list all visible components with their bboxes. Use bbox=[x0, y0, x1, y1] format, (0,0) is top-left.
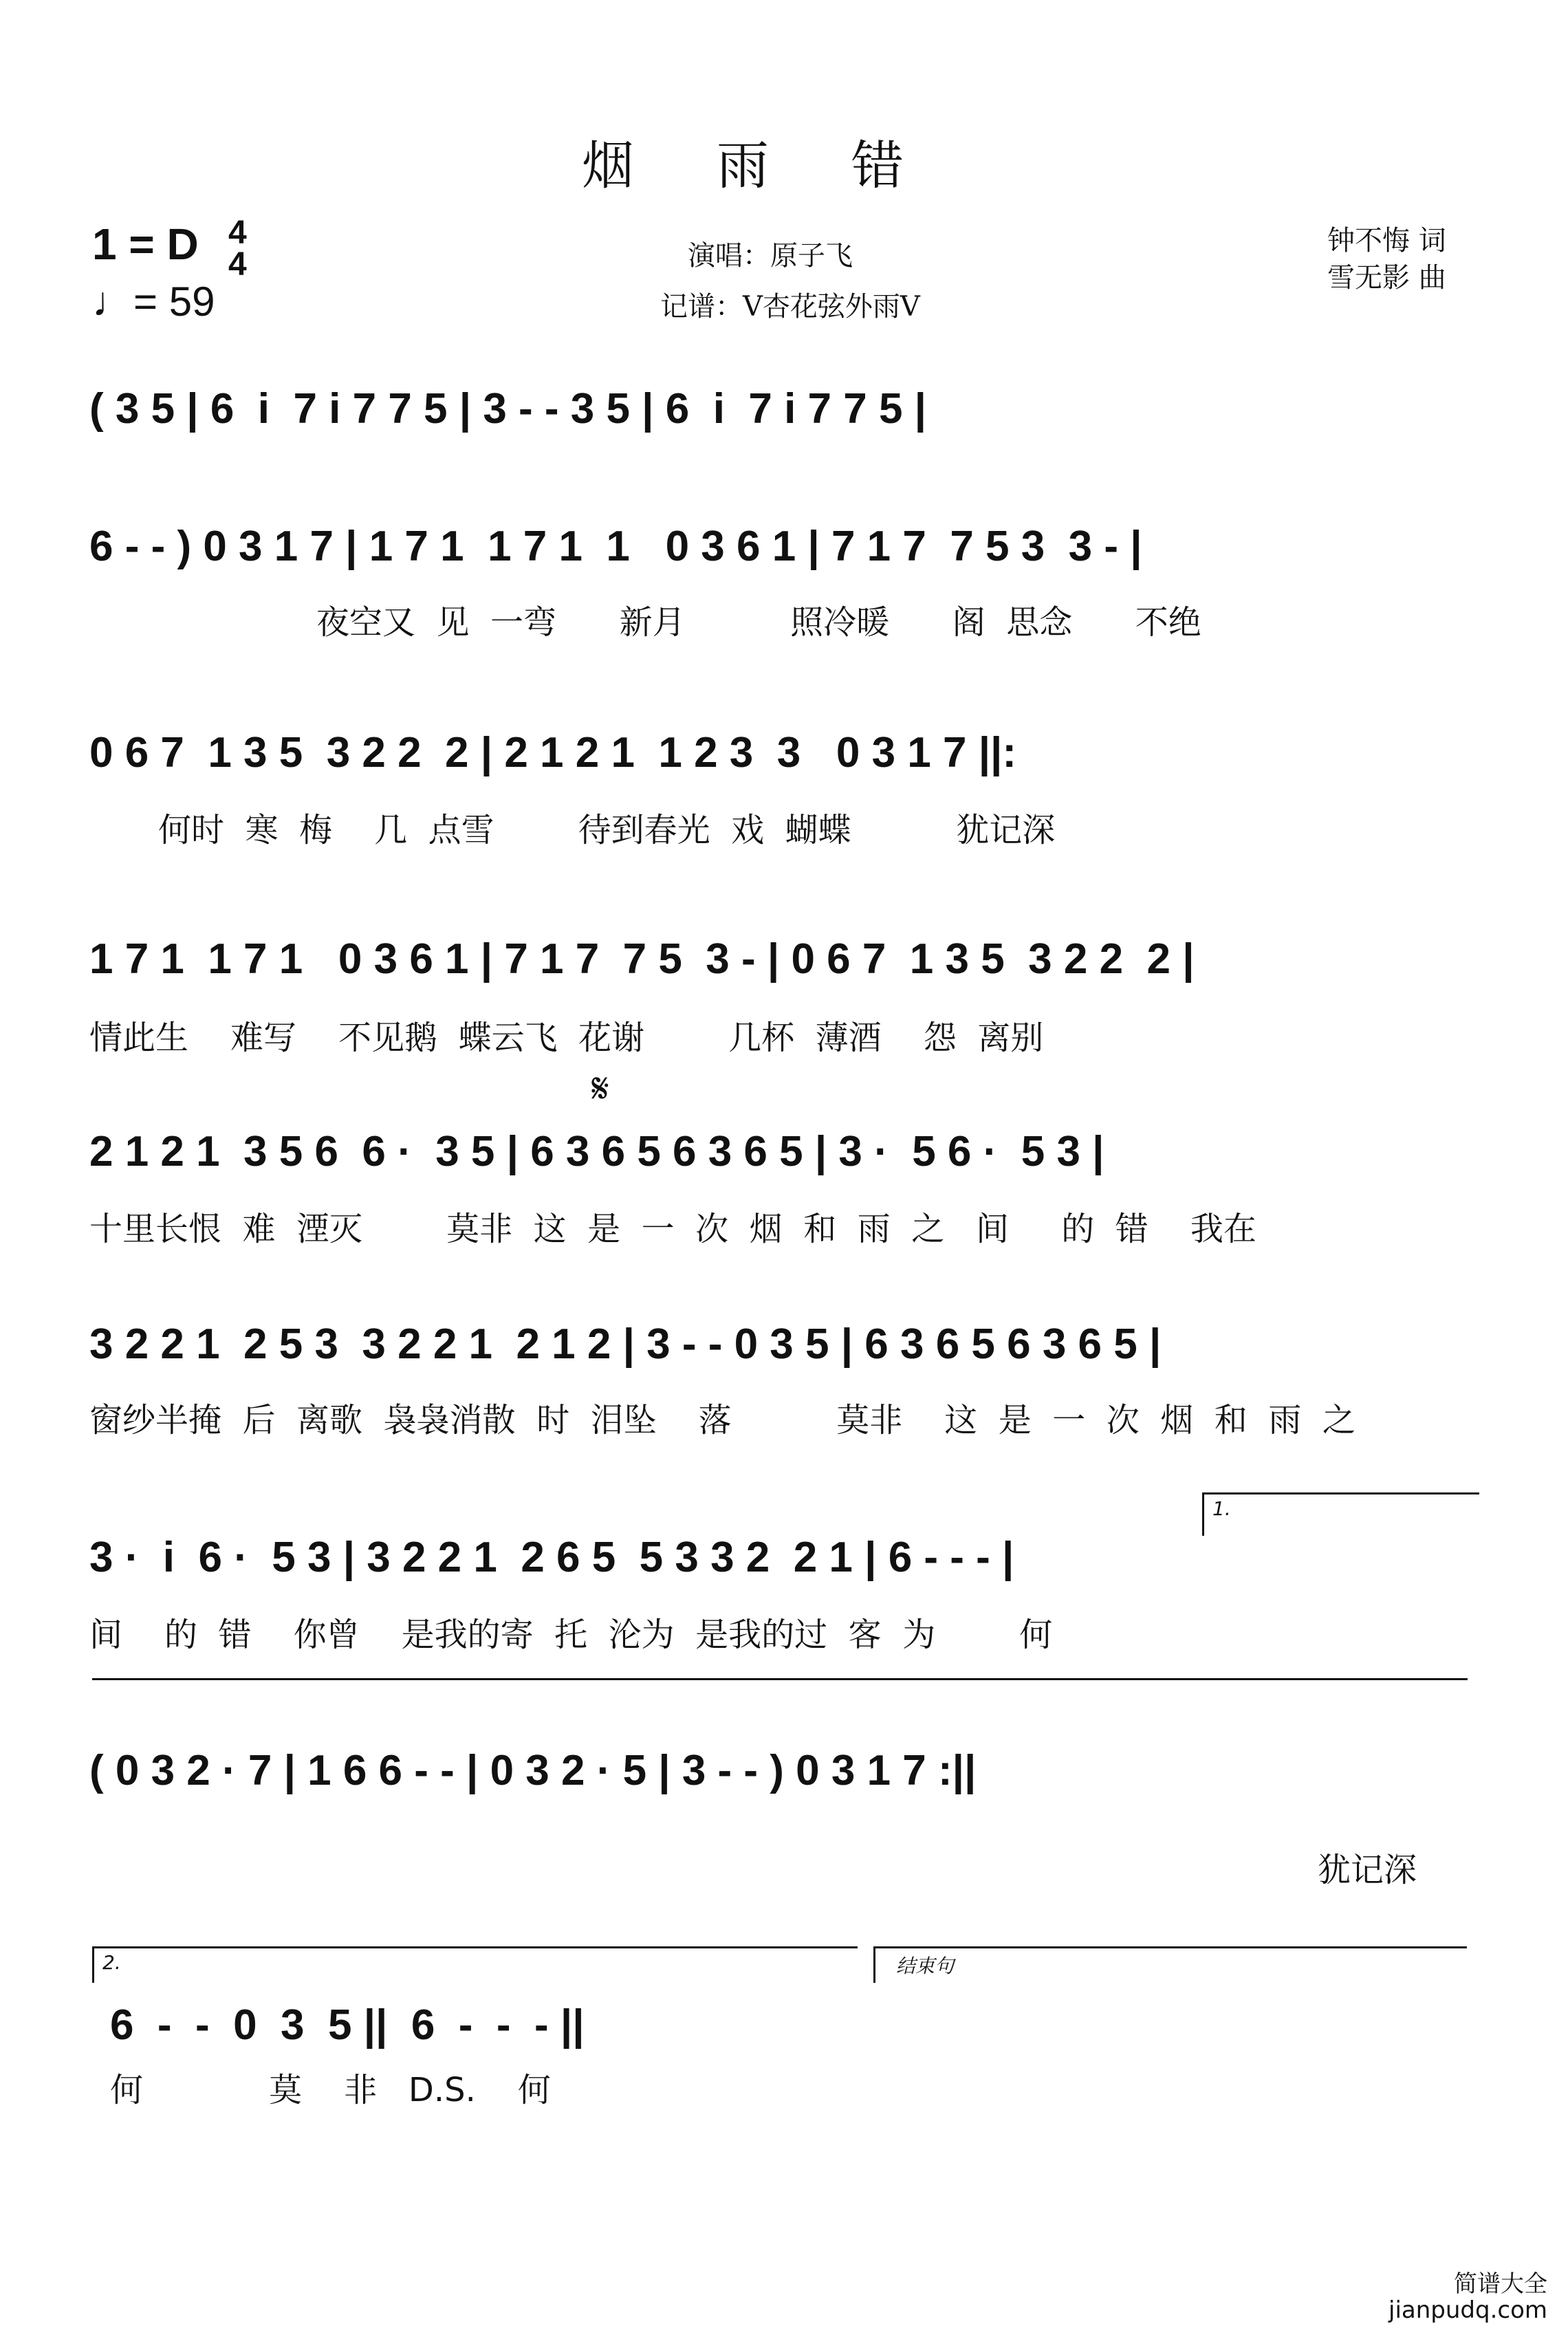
lyric-text: 十里长恨 难 湮灭 莫非 这 是 一 次 烟 和 雨 之 间 的 错 我在 bbox=[89, 1210, 1256, 1248]
staff-row-6 bbox=[0, 1307, 1568, 1403]
staff-notes: 6 - - 0 3 5 || 6 - - - || bbox=[110, 2001, 585, 2049]
staff-row-8 bbox=[0, 1733, 1568, 1829]
staff-notes: 6 - - ) 0 3 1 7 | 1 7 1 1 7 1 1 0 3 6 1 | 7 1 7 7 5 3 3 - | bbox=[89, 523, 1142, 570]
transcriber-credit: 记谱：V杏花弦外雨V bbox=[660, 291, 920, 323]
staff-notes: 3 2 2 1 2 5 3 3 2 2 1 2 1 2 | 3 - - 0 3 5 | 6 3 6 5 6 3 6 5 | bbox=[89, 1320, 1162, 1368]
watermark-name: 简谱大全 bbox=[1454, 2270, 1547, 2298]
lyric-text: 犹记深 bbox=[1318, 1851, 1417, 1889]
key-signature: 1 = D bbox=[92, 219, 199, 269]
lyric-row-9 bbox=[0, 2063, 1568, 2111]
staff-notes: 1 7 1 1 7 1 0 3 6 1 | 7 1 7 7 5 3 - | 0 6 7 1 3 5 3 2 2 2 | bbox=[89, 935, 1195, 983]
watermark bbox=[1389, 2271, 1547, 2323]
staff-row-2 bbox=[0, 509, 1568, 605]
singer-credit: 演唱：原子飞 bbox=[688, 240, 853, 272]
time-bottom: 4 bbox=[228, 246, 247, 283]
lyric-row-8 bbox=[0, 1843, 1568, 1891]
segno-mark: 𝄋 bbox=[591, 1065, 609, 1113]
lyric-text: 何 莫 非 D.S. 何 bbox=[110, 2071, 551, 2109]
staff-notes: 0 6 7 1 3 5 3 2 2 2 | 2 1 2 1 1 2 3 3 0 3 1 7 ||: bbox=[89, 729, 1017, 776]
staff-row-5 bbox=[0, 1114, 1568, 1210]
staff-notes: ( 3 5 | 6 i 7 i 7 7 5 | 3 - - 3 5 | 6 i 7 i 7 7 5 | bbox=[89, 385, 926, 433]
staff-row-4 bbox=[0, 922, 1568, 1018]
lyric-row-2 bbox=[0, 596, 1568, 644]
repeat-bracket bbox=[92, 1678, 1468, 1680]
lyricist-credit: 钟不悔 词 bbox=[1327, 225, 1446, 257]
volta-label: 2. bbox=[102, 1951, 121, 1974]
staff-notes: 3 · i 6 · 5 3 | 3 2 2 1 2 6 5 5 3 3 2 2 1 | 6 - - - | bbox=[89, 1534, 1014, 1581]
lyric-text: 间 的 错 你曾 是我的寄 托 沦为 是我的过 客 为 何 bbox=[89, 1616, 1053, 1654]
composer-credit: 雪无影 曲 bbox=[1327, 262, 1446, 294]
lyric-row-3 bbox=[0, 803, 1568, 851]
watermark-url: jianpudq.com bbox=[1389, 2296, 1547, 2324]
staff-row-3 bbox=[0, 715, 1568, 812]
staff-notes: 2 1 2 1 3 5 6 6 · 3 5 | 6 3 6 5 6 3 6 5 | 3 · 5 6 · 5 3 | bbox=[89, 1128, 1104, 1175]
lyric-text: 夜空又 见 一弯 新月 照冷暖 阁 思念 不绝 bbox=[316, 603, 1201, 642]
coda-label: 结束句 bbox=[896, 1955, 955, 1977]
lyric-row-5 bbox=[0, 1202, 1568, 1250]
tempo-mark: ♩= 59 bbox=[92, 279, 215, 325]
lyric-text: 窗纱半掩 后 离歌 袅袅消散 时 泪坠 落 莫非 这 是 一 次 烟 和 雨 之 bbox=[89, 1401, 1355, 1439]
time-signature bbox=[228, 217, 247, 281]
coda-bracket bbox=[873, 1946, 1467, 1983]
volta-bracket-2 bbox=[92, 1946, 858, 1983]
time-top: 4 bbox=[228, 215, 247, 251]
lyric-row-7 bbox=[0, 1608, 1568, 1656]
lyric-text: 何时 寒 梅 几 点雪 待到春光 戏 蝴蝶 犹记深 bbox=[158, 811, 1056, 849]
staff-row-7 bbox=[0, 1520, 1568, 1616]
staff-row-1 bbox=[0, 371, 1568, 468]
lyric-row-6 bbox=[0, 1393, 1568, 1442]
lyric-row-4 bbox=[0, 1011, 1568, 1059]
volta-label: 1. bbox=[1212, 1497, 1231, 1520]
staff-notes: ( 0 3 2 · 7 | 1 6 6 - - | 0 3 2 · 5 | 3 - - ) 0 3 1 7 :|| bbox=[89, 1747, 977, 1794]
page-title: 烟雨错 bbox=[582, 135, 986, 196]
lyric-text: 情此生 难写 不见鹅 蝶云飞 花谢 几杯 薄酒 怨 离别 bbox=[89, 1019, 1044, 1057]
